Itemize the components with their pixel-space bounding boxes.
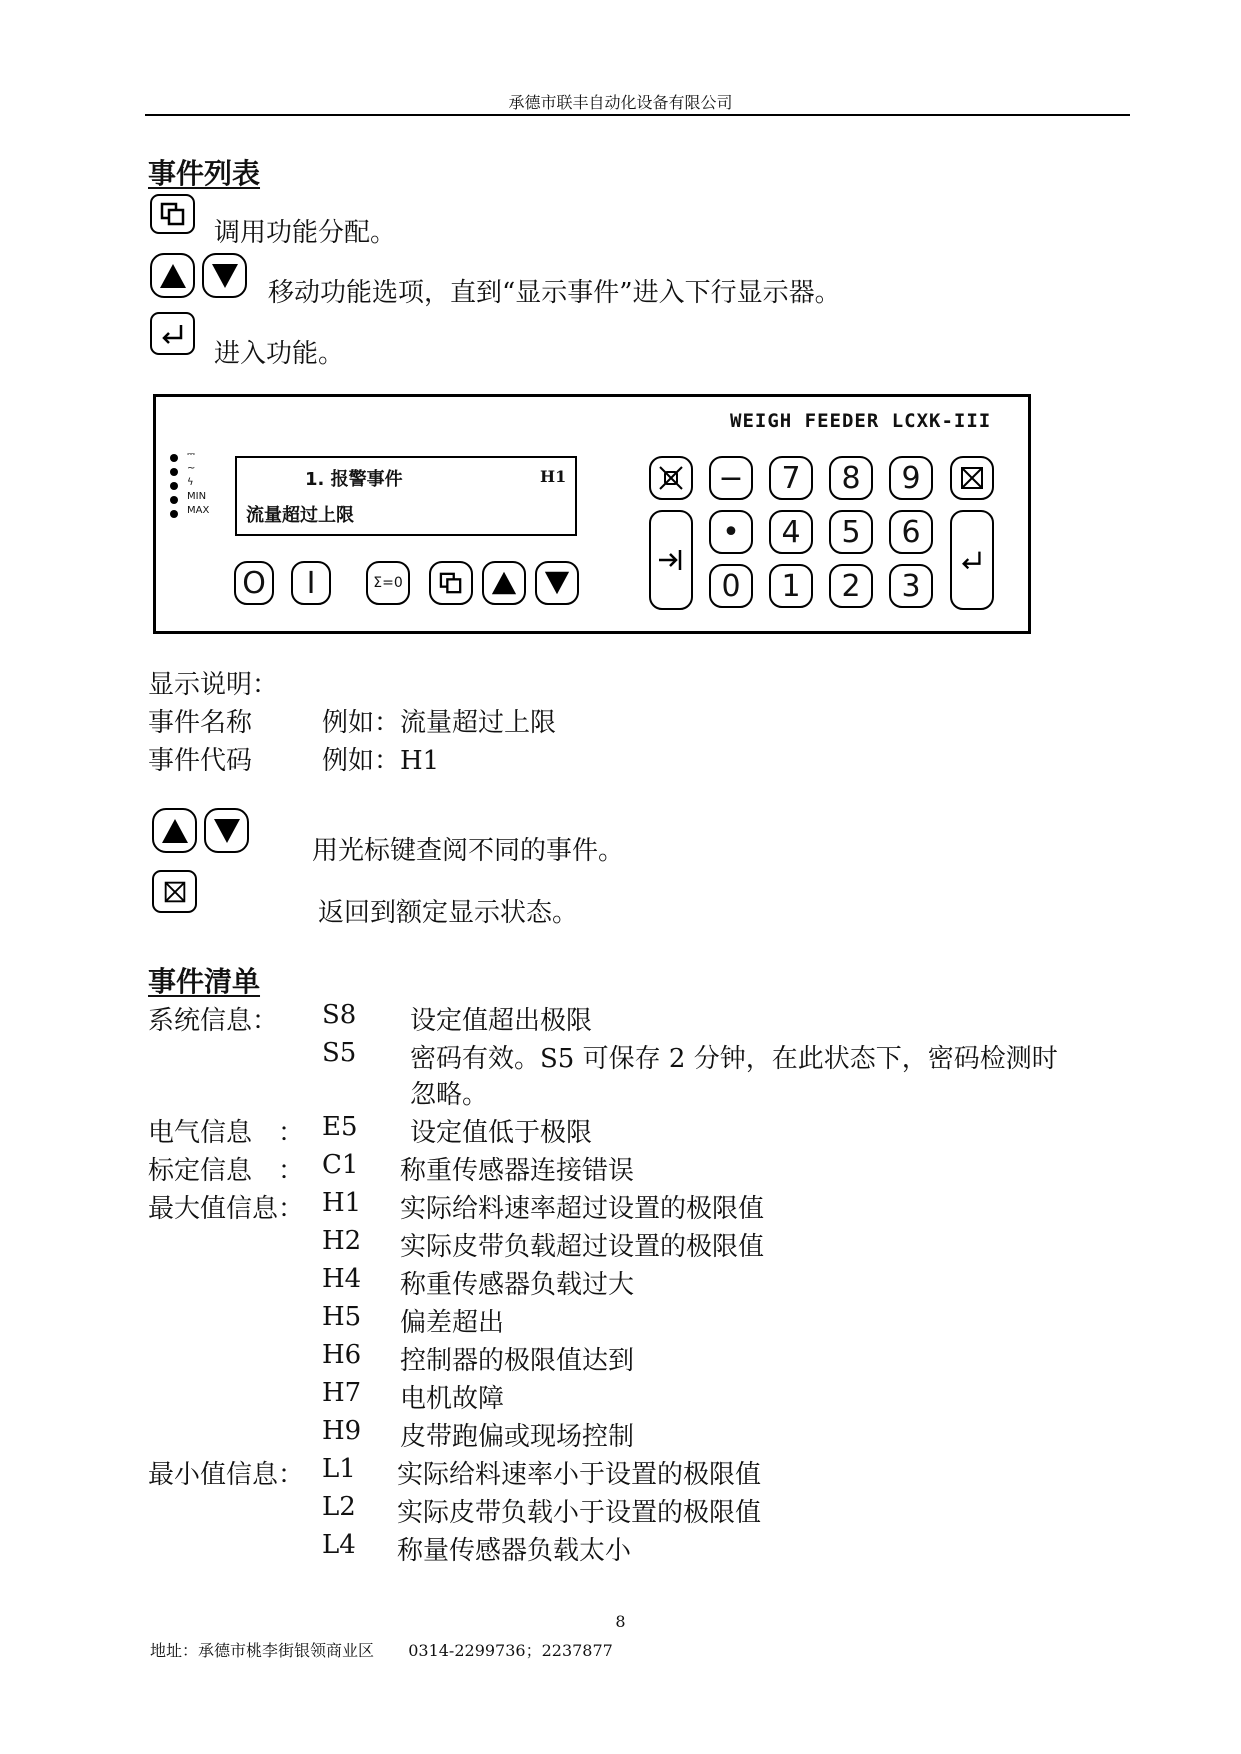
event-desc-cont: 忽略。	[410, 1080, 489, 1110]
event-desc: 实际皮带负载小于设置的极限值	[397, 1498, 762, 1528]
page-number: 8	[615, 1612, 626, 1631]
display-desc-label: 事件代码	[148, 746, 253, 776]
enter-key-icon	[950, 510, 994, 610]
event-desc: 设定值超出极限	[410, 1006, 593, 1036]
key-4: 4	[769, 510, 813, 554]
event-code: L1	[322, 1454, 356, 1484]
key-8: 8	[829, 456, 873, 500]
event-desc: 实际给料速率超过设置的极限值	[400, 1194, 765, 1224]
group-label: 最大值信息：	[148, 1194, 305, 1224]
company-header: 承德市联丰自动化设备有限公司	[508, 93, 733, 112]
event-code: H1	[322, 1188, 362, 1218]
key-dot: •	[709, 510, 753, 554]
key-2: 2	[829, 564, 873, 608]
display-desc-value: 例如：H1	[322, 746, 440, 776]
panel-brand: WEIGH FEEDER LCXK-III	[730, 410, 992, 432]
event-code: S5	[322, 1038, 357, 1068]
down-key-icon	[535, 561, 579, 605]
event-code: H4	[322, 1264, 362, 1294]
enter-key-icon	[150, 312, 195, 355]
key-7: 7	[769, 456, 813, 500]
key-9: 9	[889, 456, 933, 500]
key-zero-off: O	[234, 561, 274, 605]
event-code: H2	[322, 1226, 362, 1256]
event-desc: 密码有效。S5 可保存 2 分钟，在此状态下，密码检测时	[410, 1044, 1058, 1074]
event-code: H7	[322, 1378, 362, 1408]
event-desc: 电机故障	[400, 1384, 505, 1414]
event-code: L4	[322, 1530, 356, 1560]
event-desc: 称量传感器负载太小	[397, 1536, 632, 1566]
footer-address	[150, 1638, 613, 1661]
key-5: 5	[829, 510, 873, 554]
event-desc: 称重传感器负载过大	[400, 1270, 635, 1300]
led-indicator	[170, 454, 178, 462]
enter-field-key-icon	[649, 510, 693, 610]
key-one-on: I	[291, 561, 331, 605]
led-indicator	[170, 482, 178, 490]
event-code: C1	[322, 1150, 359, 1180]
led-label: ϟ	[187, 477, 194, 488]
footer-address-text: 地址：承德市桃李街银领商业区	[150, 1641, 375, 1660]
lcd-line2: 流量超过上限	[246, 505, 354, 526]
key-1: 1	[769, 564, 813, 608]
group-label: 系统信息：	[148, 1006, 279, 1036]
event-desc: 实际给料速率小于设置的极限值	[397, 1460, 762, 1490]
key-sigma-reset: Σ=0	[366, 561, 410, 605]
down-key-icon	[204, 808, 249, 853]
lcd-code: H1	[540, 467, 567, 486]
step-text-enter: 进入功能。	[214, 339, 345, 369]
up-key-icon	[482, 561, 526, 605]
led-indicator	[170, 510, 178, 518]
nav-text-return: 返回到额定显示状态。	[318, 898, 579, 928]
up-key-icon	[150, 253, 195, 298]
event-desc: 实际皮带负载超过设置的极限值	[400, 1232, 765, 1262]
function-key-icon	[150, 194, 195, 234]
escape-key-icon	[950, 456, 994, 500]
display-desc-label: 事件名称	[148, 708, 253, 738]
event-code: H9	[322, 1416, 362, 1446]
group-label: 标定信息 ：	[148, 1156, 305, 1186]
event-desc: 称重传感器连接错误	[400, 1156, 635, 1186]
lcd-line1: 1. 报警事件	[305, 469, 403, 490]
event-code: E5	[322, 1112, 358, 1142]
group-label: 电气信息 ：	[148, 1118, 305, 1148]
event-desc: 控制器的极限值达到	[400, 1346, 635, 1376]
display-desc-title: 显示说明：	[148, 670, 279, 700]
section-title-event-list: 事件列表	[148, 157, 261, 190]
event-code: L2	[322, 1492, 356, 1522]
display-desc-value: 例如：流量超过上限	[322, 708, 557, 738]
led-label: ⎓	[187, 449, 195, 460]
led-label: MIN	[187, 491, 207, 502]
down-key-icon	[202, 253, 247, 298]
led-label: MAX	[187, 505, 210, 516]
event-code: H5	[322, 1302, 362, 1332]
event-desc: 皮带跑偏或现场控制	[400, 1422, 635, 1452]
led-indicator	[170, 468, 178, 476]
event-desc: 设定值低于极限	[410, 1118, 593, 1148]
escape-key-icon	[152, 870, 197, 913]
group-label: 最小值信息：	[148, 1460, 305, 1490]
key-minus: −	[709, 456, 753, 500]
led-indicator	[170, 496, 178, 504]
header-rule	[145, 114, 1130, 116]
event-desc: 偏差超出	[400, 1308, 505, 1338]
event-code: H6	[322, 1340, 362, 1370]
step-text-function: 调用功能分配。	[214, 218, 397, 248]
key-0: 0	[709, 564, 753, 608]
event-code: S8	[322, 1000, 357, 1030]
section-title-event-inventory: 事件清单	[148, 965, 261, 998]
clear-key-icon	[649, 456, 693, 500]
key-3: 3	[889, 564, 933, 608]
footer-phone: 0314-2299736；2237877	[408, 1641, 613, 1660]
up-key-icon	[152, 808, 197, 853]
function-key-icon	[429, 561, 473, 605]
key-6: 6	[889, 510, 933, 554]
nav-text-browse: 用光标键查阅不同的事件。	[312, 836, 625, 866]
step-text-select: 移动功能选项，直到“显示事件”进入下行显示器。	[268, 278, 841, 308]
led-label: ~	[187, 463, 196, 474]
